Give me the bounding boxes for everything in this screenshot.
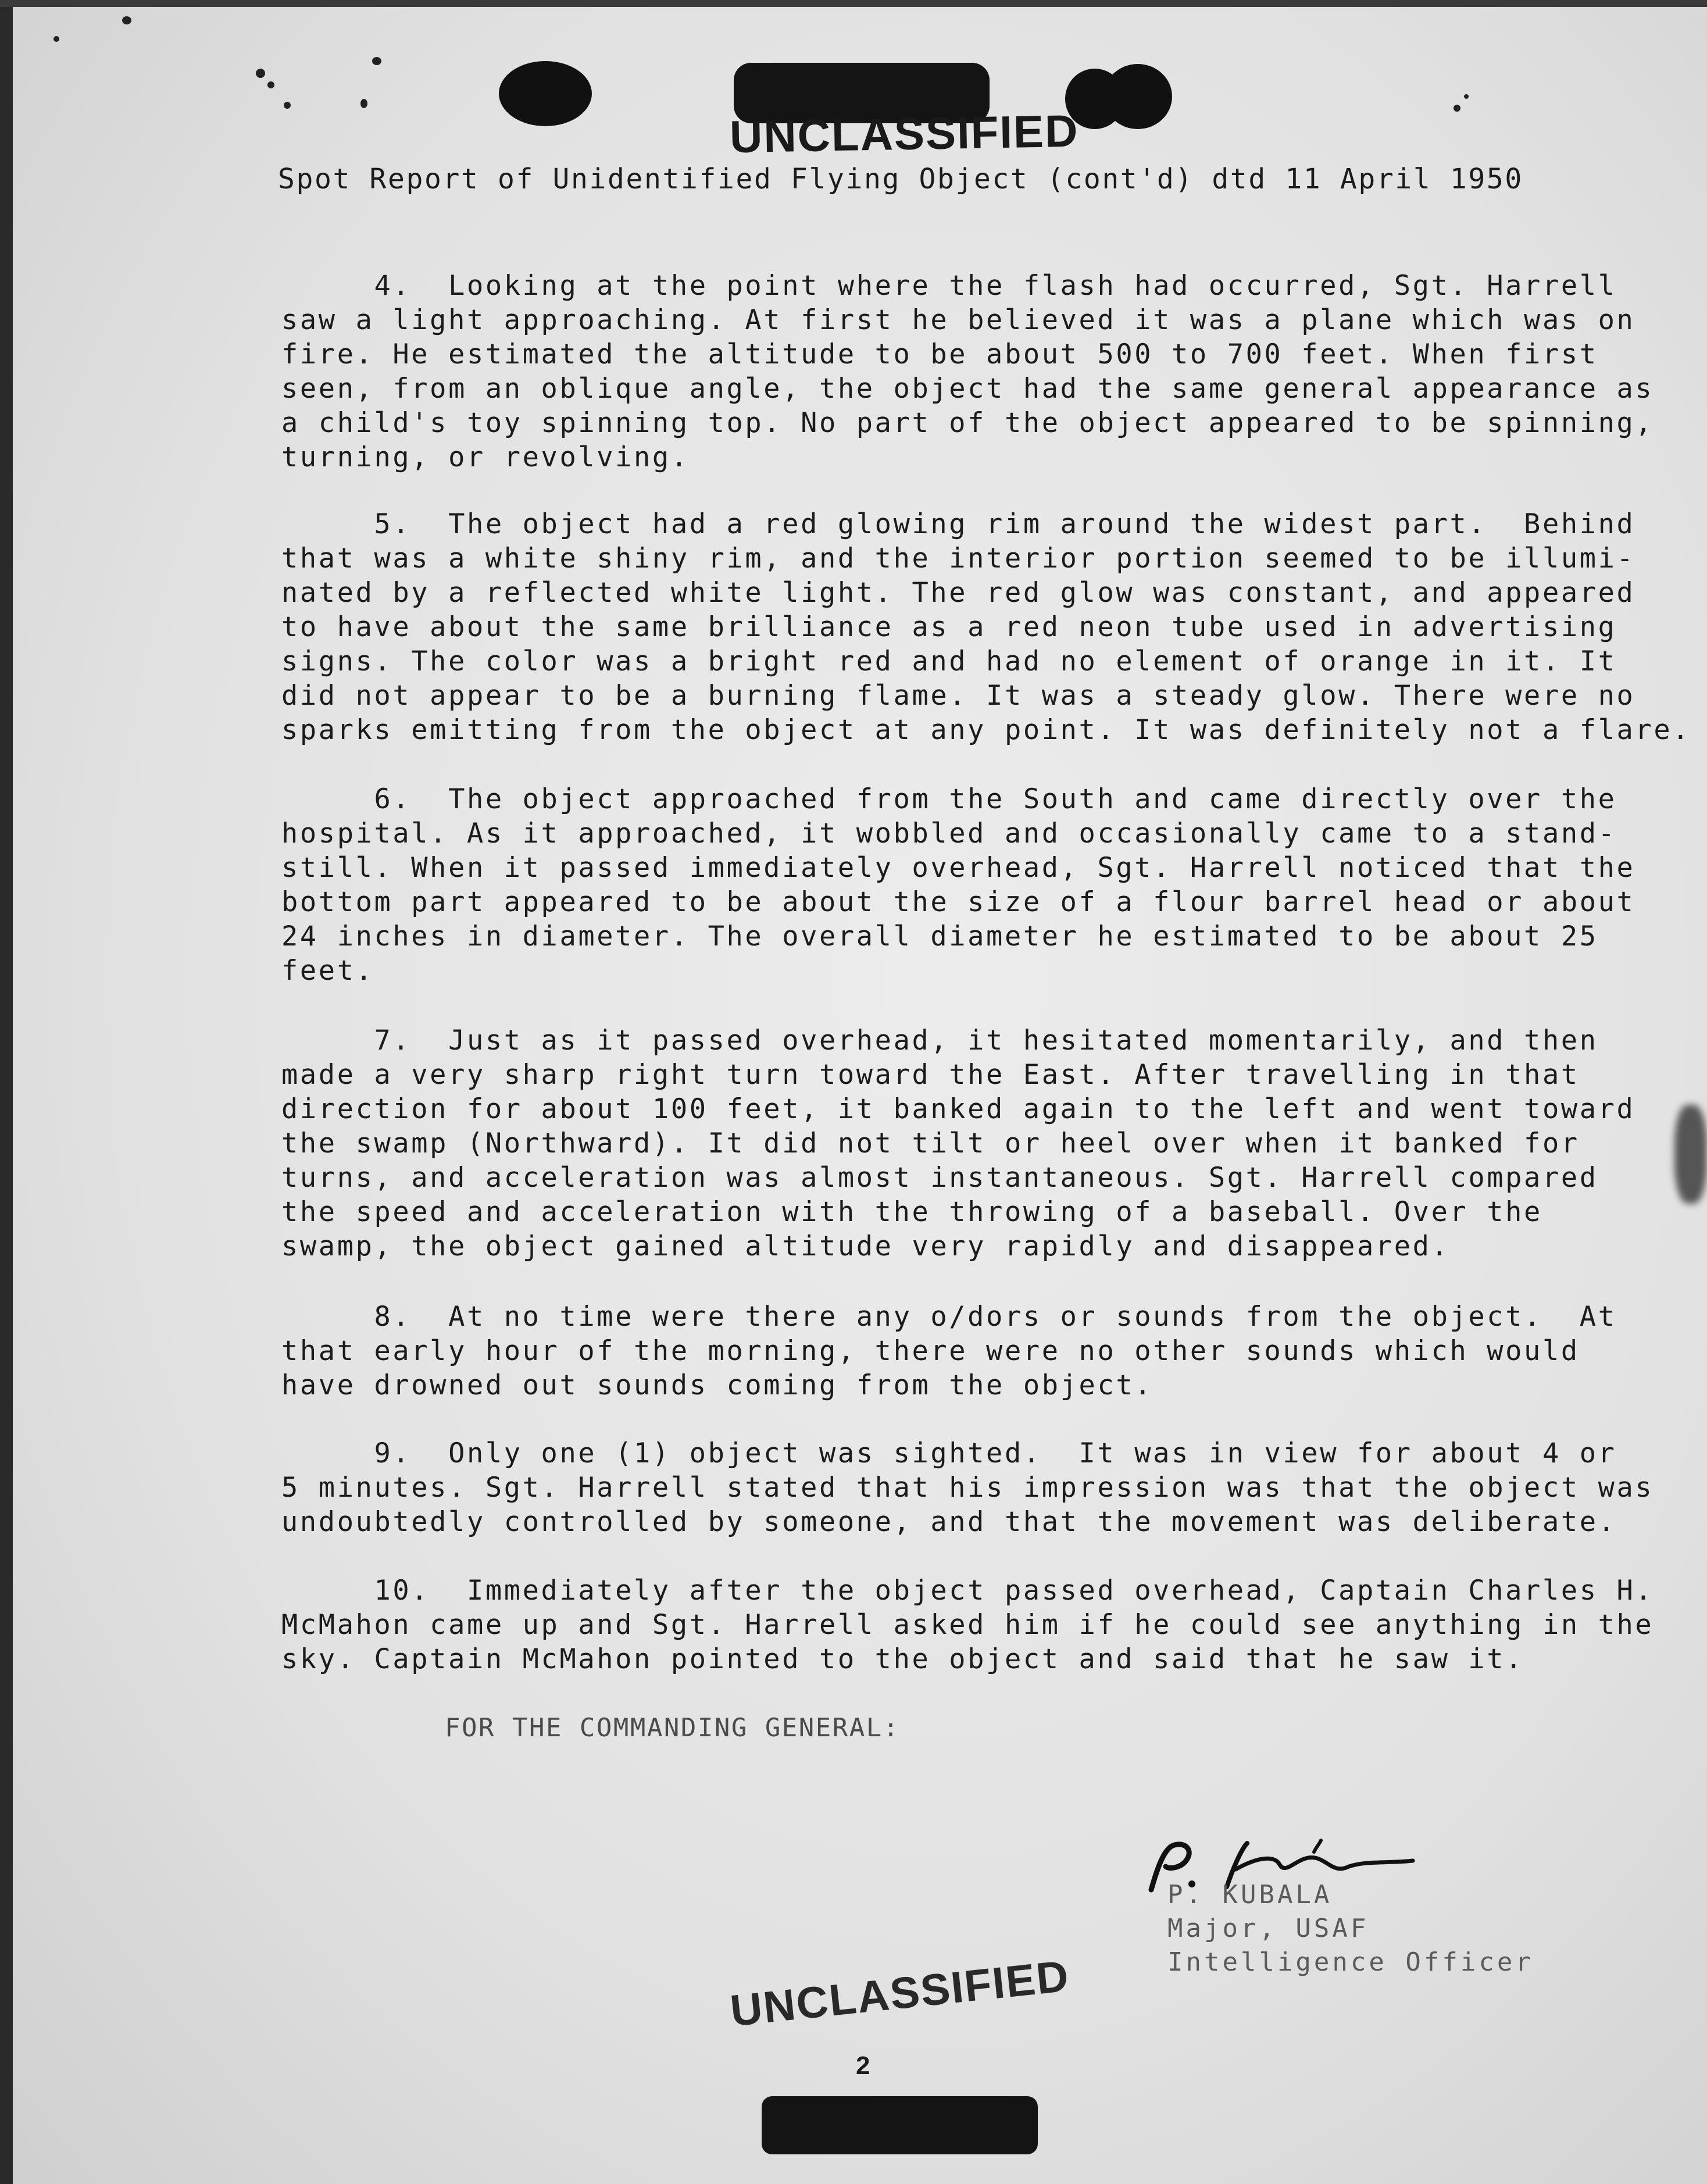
text-line: have drowned out sounds coming from the object.: [281, 1369, 1154, 1401]
text-line: 5 minutes. Sgt. Harrell stated that his impression was that the object was: [281, 1472, 1654, 1504]
text-line: the speed and acceleration with the throwing of a baseball. Over the: [281, 1196, 1542, 1228]
classification-stamp-bottom: UNCLASSIFIED: [728, 1951, 1072, 2036]
text-line: seen, from an oblique angle, the object had the same general appearance as: [281, 373, 1654, 405]
text-line: sparks emitting from the object at any point. It was definitely not a flare.: [281, 714, 1691, 746]
text-line: that early hour of the morning, there were no other sounds which would: [281, 1335, 1580, 1367]
signer-title: Intelligence Officer: [1167, 1947, 1534, 1977]
page-number: 2: [856, 2051, 870, 2080]
text-line: 9. Only one (1) object was sighted. It was in view for about 4 or: [281, 1437, 1617, 1469]
paragraph-9: [281, 1436, 1654, 1539]
scan-speck: [284, 102, 291, 109]
text-line: the swamp (Northward). It did not tilt or heel over when it banked for: [281, 1127, 1580, 1159]
scan-speck: [267, 81, 274, 88]
scan-speck: [372, 57, 381, 65]
scan-left-edge: [0, 0, 13, 2184]
paragraph-10: [281, 1573, 1654, 1676]
text-line: 8. At no time were there any o/dors or sounds from the object. At: [281, 1301, 1617, 1333]
text-line: direction for about 100 feet, it banked again to the left and went toward: [281, 1093, 1635, 1125]
text-line: 5. The object had a red glowing rim around the widest part. Behind: [281, 508, 1635, 540]
text-line: that was a white shiny rim, and the interior portion seemed to be illumi-: [281, 543, 1635, 574]
closing-line: FOR THE COMMANDING GENERAL:: [445, 1713, 900, 1743]
paragraph-5: [281, 507, 1691, 747]
text-line: did not appear to be a burning flame. It was a steady glow. There were no: [281, 680, 1635, 712]
paragraph-6: [281, 782, 1642, 988]
text-line: bottom part appeared to be about the size of a flour barrel head or about: [281, 886, 1635, 918]
text-line: 6. The object approached from the South and came directly over the: [281, 783, 1617, 815]
text-line: turning, or revolving.: [281, 441, 690, 473]
text-line: feet.: [281, 955, 374, 987]
text-line: sky. Captain McMahon pointed to the object and said that he saw it.: [281, 1643, 1524, 1675]
redaction-bar: [762, 2096, 1038, 2154]
scan-speck: [53, 36, 59, 42]
scan-speck: [256, 69, 265, 78]
paragraph-8: [281, 1300, 1642, 1403]
scan-artifact: [1674, 1105, 1707, 1204]
scan-speck: [1454, 105, 1460, 112]
signature-block: [1167, 1878, 1534, 1979]
classification-stamp-top: UNCLASSIFIED: [729, 105, 1080, 163]
scan-speck: [122, 16, 131, 24]
paragraph-7: [281, 1023, 1642, 1264]
text-line: hospital. As it approached, it wobbled and occasionally came to a stand-: [281, 818, 1617, 850]
text-line: saw a light approaching. At first he believed it was a plane which was on: [281, 304, 1635, 336]
scan-top-edge: [0, 0, 1707, 7]
signer-name: P. KUBALA: [1167, 1880, 1333, 1910]
text-line: signs. The color was a bright red and had no element of orange in it. It: [281, 645, 1617, 677]
text-line: made a very sharp right turn toward the East. After travelling in that: [281, 1059, 1580, 1091]
text-line: to have about the same brilliance as a red neon tube used in advertising: [281, 611, 1617, 643]
text-line: nated by a reflected white light. The red glow was constant, and appeared: [281, 577, 1635, 609]
text-line: 4. Looking at the point where the flash had occurred, Sgt. Harrell: [281, 270, 1617, 302]
punch-hole: [499, 61, 592, 126]
paragraph-4: [281, 269, 1654, 474]
report-header: Spot Report of Unidentified Flying Object (cont'd) dtd 11 April 1950: [278, 163, 1523, 195]
text-line: McMahon came up and Sgt. Harrell asked him if he could see anything in the: [281, 1609, 1654, 1641]
text-line: swamp, the object gained altitude very rapidly and disappeared.: [281, 1230, 1450, 1262]
punch-hole: [1104, 64, 1172, 129]
signer-rank: Major, USAF: [1167, 1914, 1369, 1943]
scan-speck: [1464, 94, 1469, 99]
text-line: 7. Just as it passed overhead, it hesitated momentarily, and then: [281, 1025, 1598, 1057]
text-line: fire. He estimated the altitude to be about 500 to 700 feet. When first: [281, 338, 1598, 370]
scan-speck: [360, 99, 367, 108]
text-line: 10. Immediately after the object passed overhead, Captain Charles H.: [281, 1575, 1654, 1607]
text-line: undoubtedly controlled by someone, and that the movement was deliberate.: [281, 1506, 1617, 1538]
text-line: still. When it passed immediately overhead, Sgt. Harrell noticed that the: [281, 852, 1635, 884]
text-line: 24 inches in diameter. The overall diameter he estimated to be about 25: [281, 920, 1598, 952]
text-line: a child's toy spinning top. No part of the object appeared to be spinning,: [281, 407, 1654, 439]
text-line: turns, and acceleration was almost instantaneous. Sgt. Harrell compared: [281, 1162, 1598, 1194]
